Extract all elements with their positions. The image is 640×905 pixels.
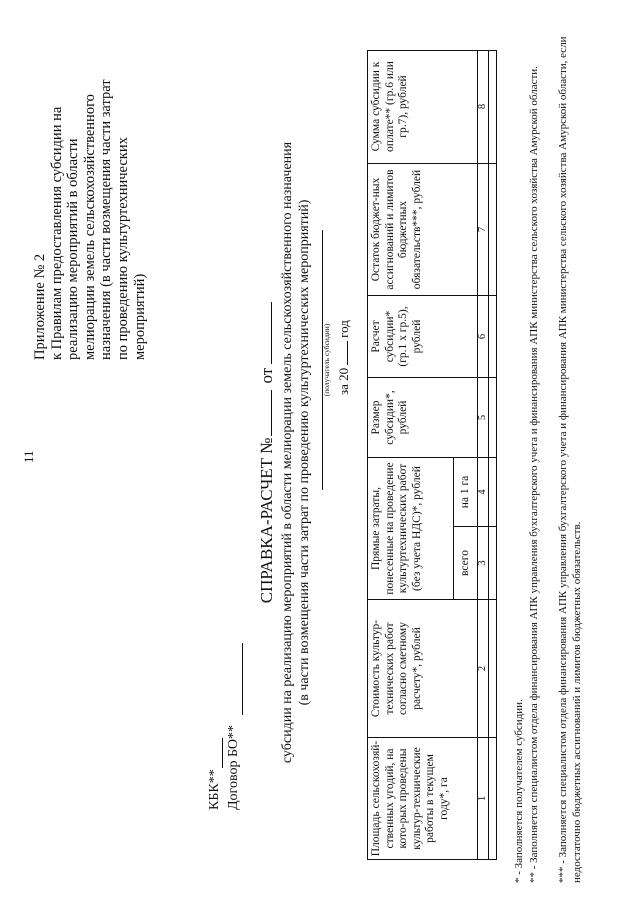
year-line xyxy=(337,320,352,395)
document-subtitle-note: (в части возмещения части затрат по проведению культуртехнических мероприятий) xyxy=(297,199,312,706)
title-text: СПРАВКА-РАСЧЕТ № xyxy=(257,437,276,604)
column-number: 7 xyxy=(477,164,488,296)
column-number: 5 xyxy=(477,378,488,458)
header-direct-total: всего xyxy=(453,527,477,600)
data-cell xyxy=(488,600,497,738)
data-cell xyxy=(488,738,497,860)
footnote-2: ** - Заполняется специалистом отдела финансирования АПК управления бухгалтерского учета и финансирования АПК министерства сельского хозяйства Амурской области. xyxy=(528,66,540,883)
header-subsidy-payable: Сумма субсидии к оплате** (гр.6 или гр.7), рублей xyxy=(367,50,477,164)
column-number: 1 xyxy=(477,738,488,860)
appendix-line: к Правилам предоставления субсидии на xyxy=(48,106,65,360)
contract-blank-line xyxy=(242,643,243,715)
year-suffix: год xyxy=(336,320,351,338)
page-number: 11 xyxy=(21,450,36,463)
header-direct-per-ha: на 1 га xyxy=(453,458,477,527)
appendix-line: мелиорации земель сельскохозяйственного xyxy=(81,94,98,360)
data-cell xyxy=(488,458,497,527)
date-blank-line xyxy=(271,302,272,364)
appendix-line: Приложение № 2 xyxy=(32,253,48,360)
appendix-line: мероприятий) xyxy=(131,273,148,360)
data-cell xyxy=(488,164,497,296)
kbk-label: КБК** xyxy=(207,769,222,810)
header-subsidy-size: Размер субсидии*, рублей xyxy=(367,378,477,458)
year-prefix: за 20 xyxy=(336,367,351,395)
header-area: Площадь сельскохозяй-ственных угодий, на кото-рых проведены культур-технические работы в текущем году*, га xyxy=(367,738,477,860)
number-blank-line xyxy=(271,390,272,436)
column-number: 4 xyxy=(477,458,488,527)
data-cell xyxy=(488,527,497,600)
footnote-1: * - Заполняется получателем субсидии. xyxy=(513,699,525,883)
header-cost: Стоимость культур-технических работ согласно сметному расчету*, рублей xyxy=(367,600,477,738)
recipient-caption: (получатель субсидии) xyxy=(322,323,331,397)
footnote-3: *** - Заполняется специалистом отдела финансирования АПК управления бухгалтерского учета и финансирования АПК министерства сельского хозяйства Амурской области, если недостаточно бюджетных ассигнований и лимитов бюджетных обязательств. xyxy=(557,36,583,883)
column-number: 2 xyxy=(477,600,488,738)
document-subtitle: субсидии на реализацию мероприятий в области мелиорации земель сельскохозяйственного назначения xyxy=(280,141,295,764)
header-direct-costs: Прямые затраты, понесенные на проведение культуртехнических работ (без учета НДС)*, рублей xyxy=(367,458,453,600)
data-cell xyxy=(488,296,497,378)
document-title xyxy=(257,0,277,905)
appendix-line: назначения (в части возмещения части затрат xyxy=(98,79,115,360)
column-number: 3 xyxy=(477,527,488,600)
kbk-blank-line xyxy=(222,738,223,768)
year-blank-line xyxy=(347,341,348,365)
header-subsidy-calc: Расчет субсидии* (гр.1 х гр.5), рублей xyxy=(367,296,477,378)
header-budget-remainder: Остаток бюджет-ных ассигнований и лимитов бюджетных обязательств***, рублей xyxy=(367,164,477,296)
appendix-line: реализацию мероприятий в области xyxy=(65,138,82,360)
data-cell xyxy=(488,50,497,164)
appendix-note xyxy=(32,79,148,360)
title-from-label: от xyxy=(257,367,276,384)
appendix-line: по проведению культуртехнических xyxy=(114,137,131,360)
column-number: 6 xyxy=(477,296,488,378)
data-cell xyxy=(488,378,497,458)
calculation-table xyxy=(367,50,497,860)
contract-label: Договор БО** xyxy=(226,724,241,810)
column-number: 8 xyxy=(477,50,488,164)
